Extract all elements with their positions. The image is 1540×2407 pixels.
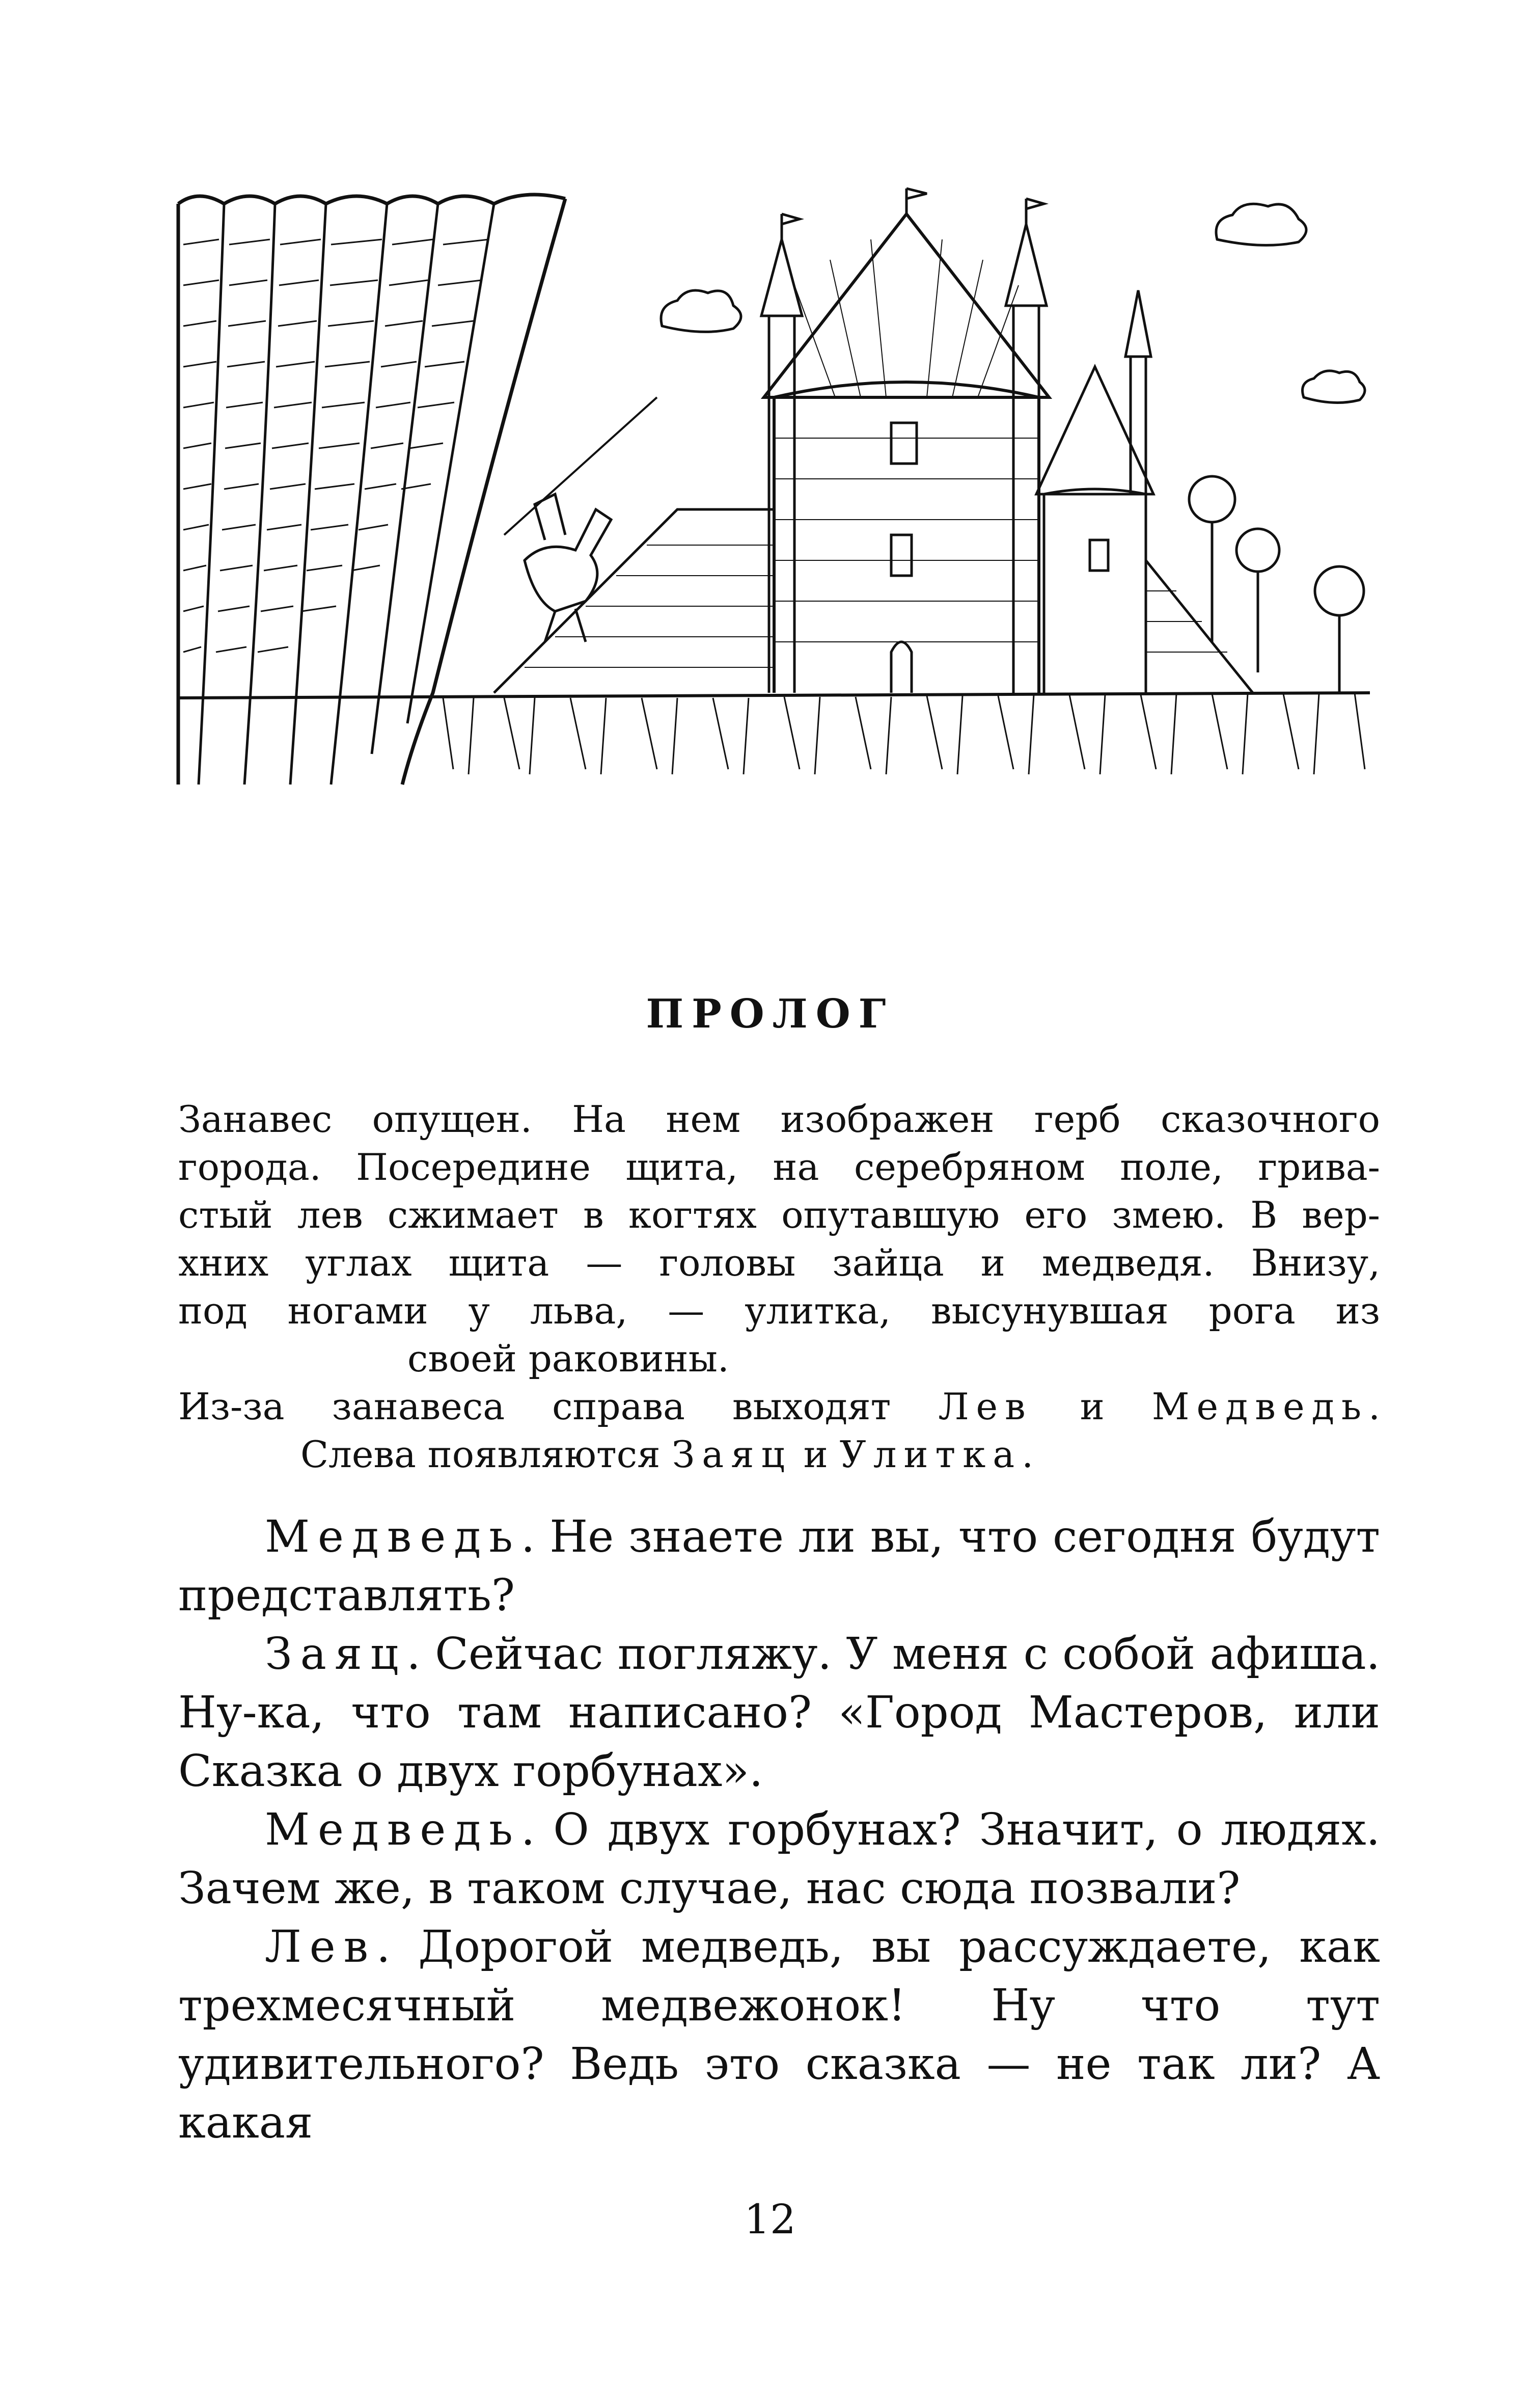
dialogue-text: . Сейчас погляжу. У меня с собой афиша. Ну-ка, что там написано? «Город Мастеров, или Сказка о двух горбунах». (178, 1629, 1380, 1797)
dialogue-text: . Не знаете ли вы, что сегодня будут представлять? (178, 1511, 1380, 1621)
speaker-name: Заяц (265, 1629, 407, 1680)
character-name: Улитка (839, 1433, 1022, 1476)
chapter-title: ПРОЛОГ (646, 991, 894, 1037)
dialogue-line (178, 1918, 1380, 2152)
dialogue-line (178, 1625, 1380, 1801)
stage-direction-line: стый лев сжимает в когтях опутавшую его змею. В вер- (178, 1194, 1380, 1236)
castle-illustration (168, 183, 1380, 805)
character-name: Заяц (672, 1433, 792, 1476)
dialogue-text: . О двух горбунах? Значит, о людях. Зачем же, в таком случае, нас сюда позвали? (178, 1804, 1380, 1914)
entrance-line-2: Слева появляются Заяц и Улитка. (300, 1433, 1034, 1476)
dialogue (178, 1508, 1380, 2152)
stage-direction-line: хних углах щита — головы зайца и медведя. Внизу, (178, 1241, 1380, 1284)
dialogue-line (178, 1801, 1380, 1918)
stage-direction-line: своей раковины. (407, 1337, 729, 1380)
speaker-name: Медведь (265, 1511, 521, 1562)
dialogue-text: . Дорогой медведь, вы рассуждаете, как трехмесячный медвежонок! Ну что тут удивительного? Ведь это сказка — не так ли? А какая (178, 1922, 1380, 2148)
character-name: Лев (938, 1385, 1033, 1428)
stage-direction-line: Занавес опущен. На нем изображен герб сказочного (178, 1098, 1380, 1141)
character-name: Медведь (1151, 1385, 1369, 1428)
speaker-name: Медведь (265, 1804, 521, 1855)
stage-direction-line: под ногами у льва, — улитка, высунувшая рога из (178, 1289, 1380, 1332)
stage-direction (178, 1095, 1380, 1478)
dialogue-line (178, 1508, 1380, 1625)
stage-direction-line: города. Посередине щита, на серебряном поле, грива- (178, 1146, 1380, 1188)
speaker-name: Лев (265, 1922, 377, 1972)
entrance-line-1: Из-за занавеса справа выходят Лев и Медведь. (178, 1385, 1380, 1428)
page-number: 12 (744, 2196, 796, 2243)
